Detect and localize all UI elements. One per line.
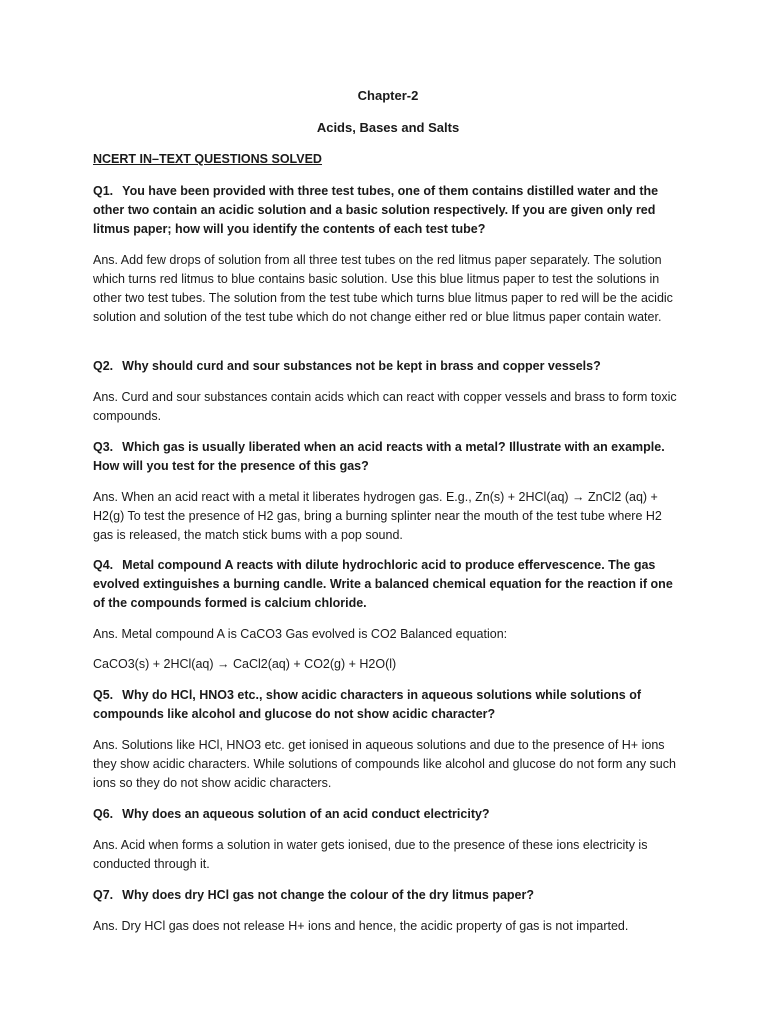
answer-2: Ans. Curd and sour substances contain acids which can react with copper vessels and brass to form toxic compounds.	[93, 390, 677, 423]
question-text: Why does dry HCl gas not change the colour of the dry litmus paper?	[122, 888, 535, 902]
question-6	[93, 805, 683, 824]
answer-4: Ans. Metal compound A is CaCO3 Gas evolved is CO2 Balanced equation:	[93, 627, 508, 641]
question-number: Q3.	[93, 440, 114, 454]
answer-1: Ans. Add few drops of solution from all three test tubes on the red litmus paper separately. The solution which turns red litmus to blue contains basic solution. Use this blue litmus paper to test the solutions in other two test tubes. The solution from the test tube which turns blue litmus paper to red will be the acidic solution and solution of the test tube which do not change either red or blue litmus paper contain water.	[93, 253, 673, 324]
question-text: Which gas is usually liberated when an acid reacts with a metal? Illustrate with an example. How will you test for the presence of this gas?	[93, 440, 665, 473]
question-number: Q7.	[93, 888, 114, 902]
question-text: Why does an aqueous solution of an acid conduct electricity?	[122, 807, 490, 821]
question-number: Q5.	[93, 688, 114, 702]
chapter-heading: Chapter-2	[357, 88, 419, 103]
chapter-title: Acids, Bases and Salts	[316, 120, 460, 135]
question-text: Metal compound A reacts with dilute hydrochloric acid to produce effervescence. The gas evolved extinguishes a burning candle. Write a balanced chemical equation for the reaction if one of the compounds formed is calcium chloride.	[93, 558, 673, 610]
question-1	[93, 182, 683, 239]
question-text: Why should curd and sour substances not be kept in brass and copper vessels?	[122, 359, 601, 373]
answer-7: Ans. Dry HCl gas does not release H+ ions and hence, the acidic property of gas is not imparted.	[93, 919, 629, 933]
question-7	[93, 886, 683, 905]
question-3	[93, 438, 683, 476]
section-heading: NCERT IN–TEXT QUESTIONS SOLVED	[93, 152, 322, 166]
answer-5: Ans. Solutions like HCl, HNO3 etc. get ionised in aqueous solutions and due to the presence of H+ ions they show acidic characters. While solutions of compounds like alcohol and glucose do not form any such ions so they do not show acidic characters.	[93, 738, 676, 790]
question-number: Q2.	[93, 359, 114, 373]
question-number: Q4.	[93, 558, 114, 572]
question-number: Q1.	[93, 184, 114, 198]
answer-4-equation: CaCO3(s) + 2HCl(aq) → CaCl2(aq) + CO2(g) + H2O(l)	[93, 657, 397, 671]
question-2	[93, 357, 683, 376]
question-text: You have been provided with three test tubes, one of them contains distilled water and the other two contain an acidic solution and a basic solution respectively. If you are given only red litmus paper; how will you identify the contents of each test tube?	[93, 184, 659, 236]
answer-6: Ans. Acid when forms a solution in water gets ionised, due to the presence of these ions electricity is conducted through it.	[93, 838, 648, 871]
question-5	[93, 686, 683, 724]
question-number: Q6.	[93, 807, 114, 821]
answer-3: Ans. When an acid react with a metal it liberates hydrogen gas. E.g., Zn(s) + 2HCl(aq) → ZnCl2 (aq) + H2(g) To test the presence of H2 gas, bring a burning splinter near the mouth of the test tube where H2 gas is released, the match stick bums with a pop sound.	[93, 490, 662, 542]
question-4	[93, 556, 683, 613]
question-text: Why do HCl, HNO3 etc., show acidic characters in aqueous solutions while solutions of compounds like alcohol and glucose do not show acidic character?	[93, 688, 641, 721]
